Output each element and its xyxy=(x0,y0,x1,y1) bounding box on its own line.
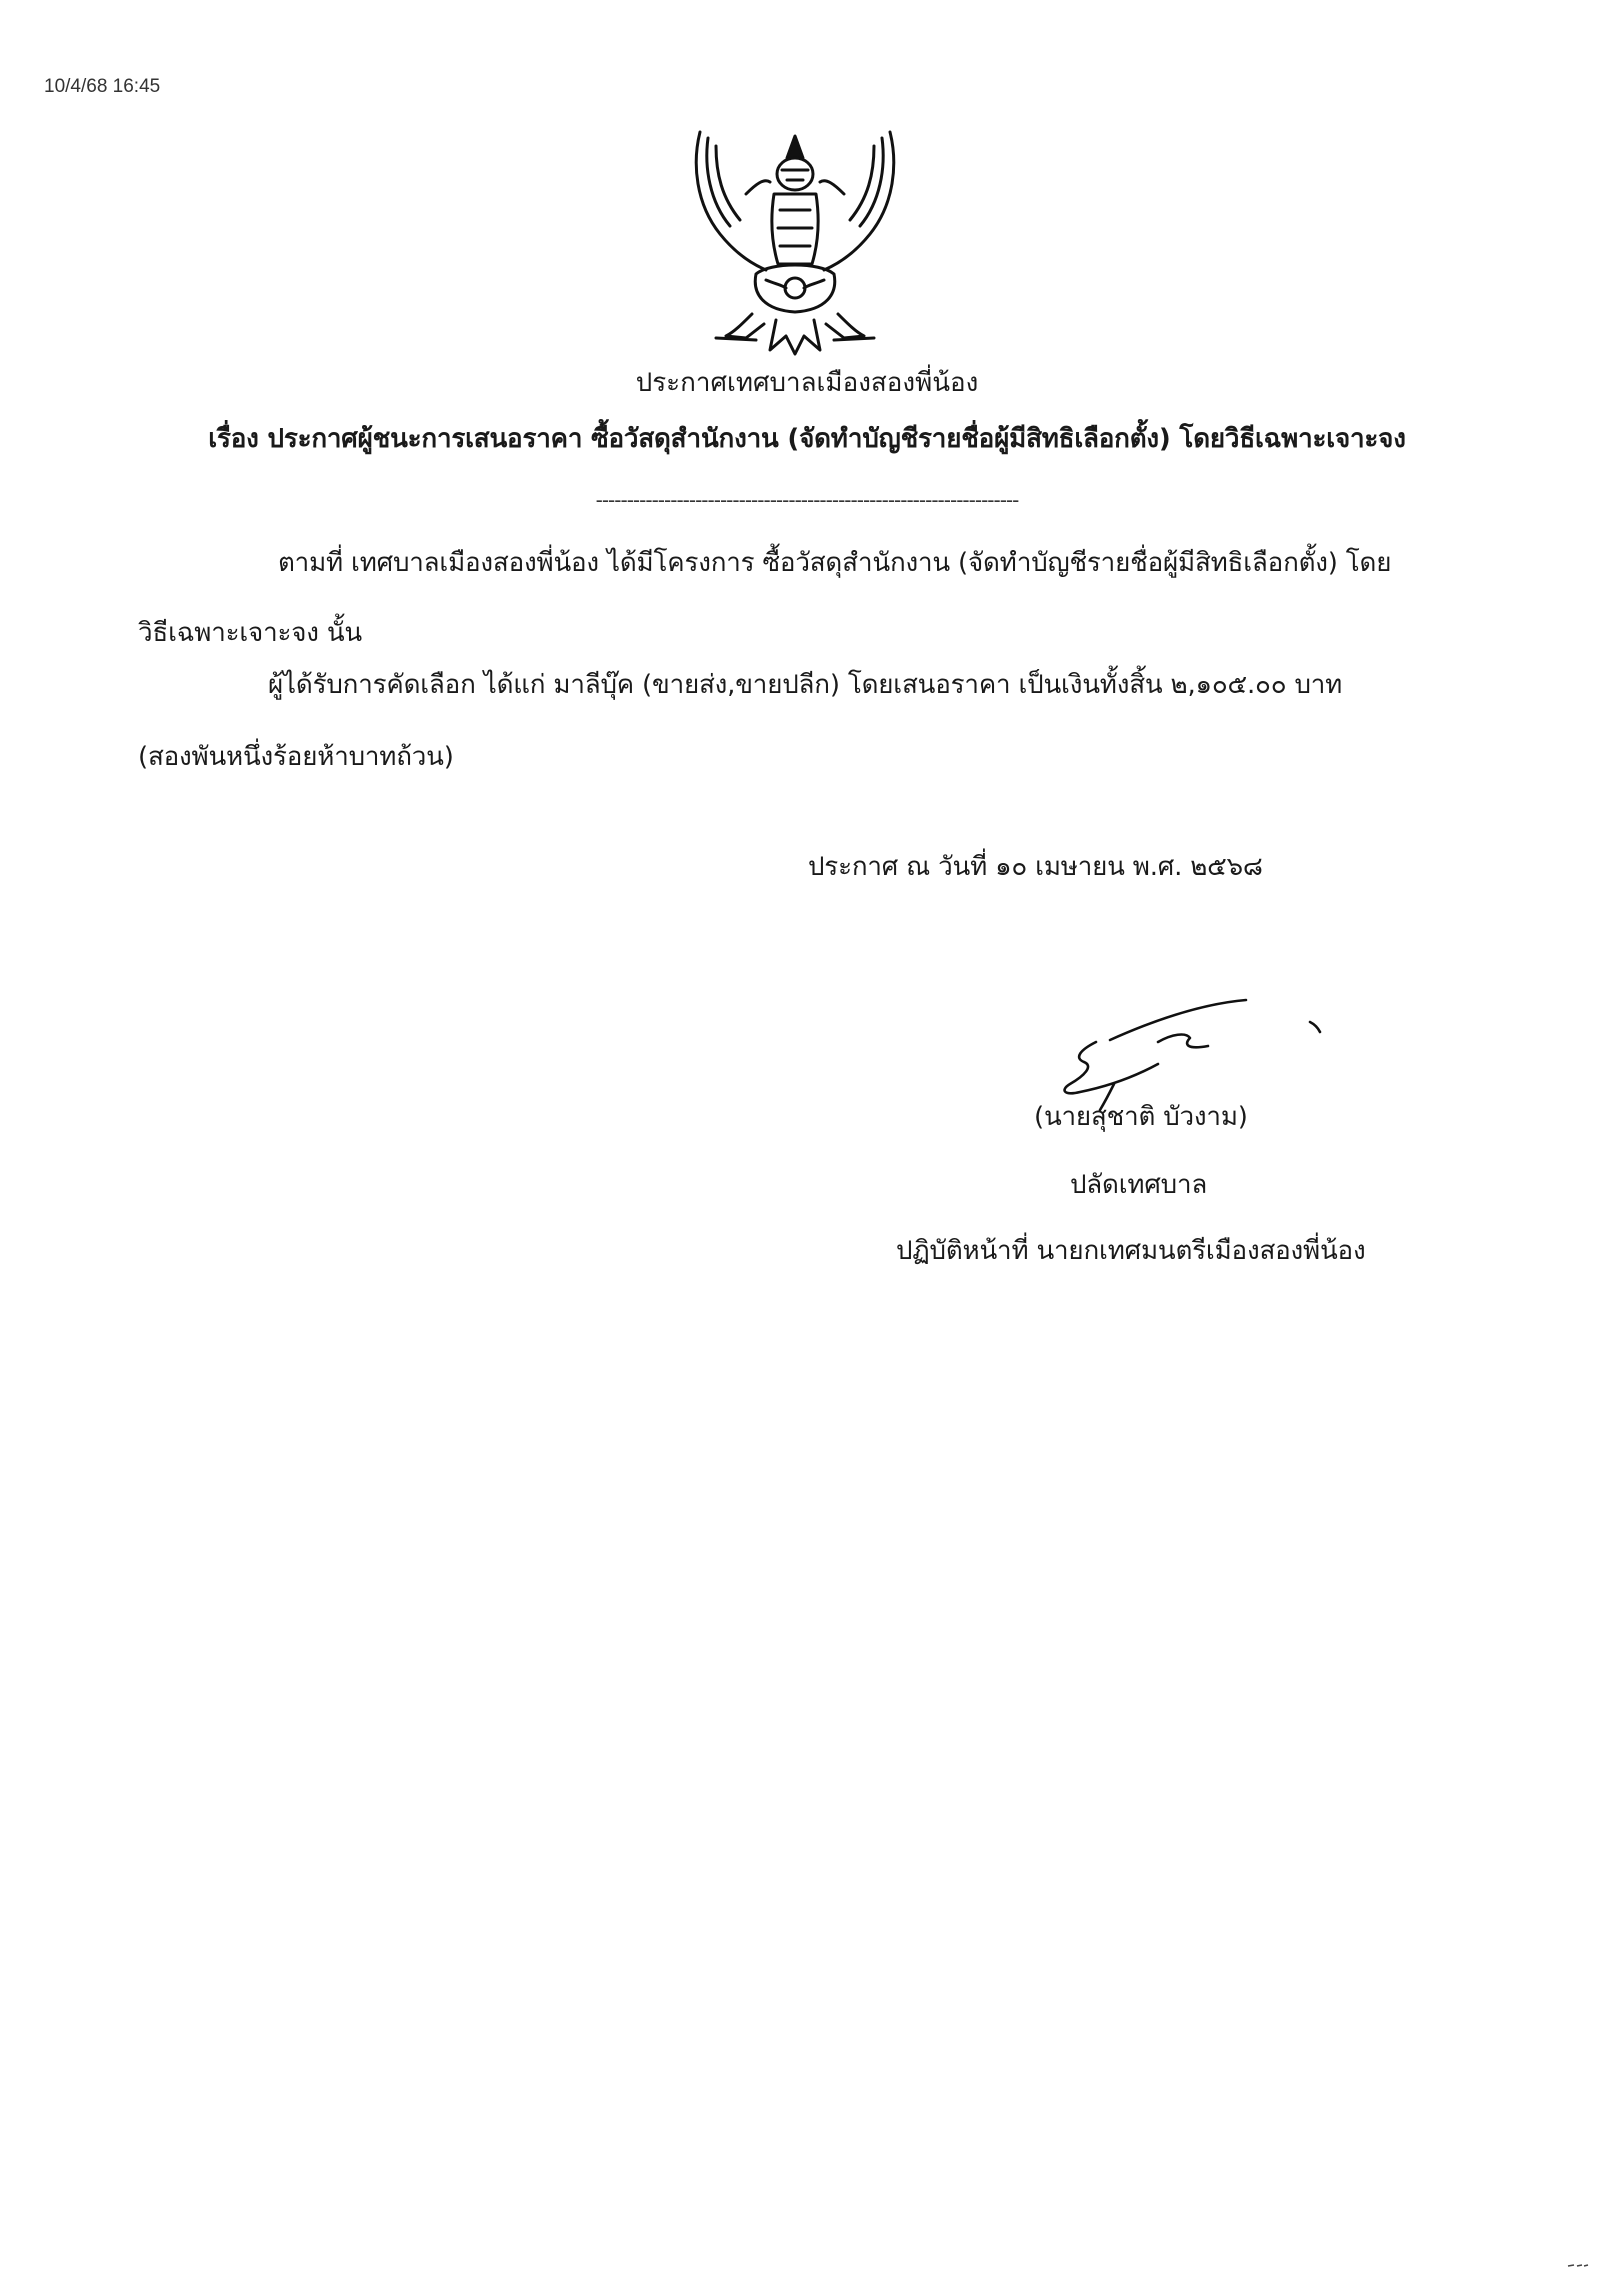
paragraph-1-line-1: ตามที่ เทศบาลเมืองสองพี่น้อง ได้มีโครงการ ซื้อวัสดุสำนักงาน (จัดทำบัญชีรายชื่อผู้มีสิทธิเลือกตั้ง) โดย xyxy=(278,548,1392,578)
subject-heading: เรื่อง ประกาศผู้ชนะการเสนอราคา ซื้อวัสดุสำนักงาน (จัดทำบัญชีรายชื่อผู้มีสิทธิเลือกตั้ง) โดยวิธีเฉพาะเจาะจง xyxy=(208,424,1406,454)
agency-heading: ประกาศเทศบาลเมืองสองพี่น้อง xyxy=(635,368,979,398)
signatory-title: ปลัดเทศบาล xyxy=(1070,1170,1208,1200)
paragraph-1-line-2: วิธีเฉพาะเจาะจง นั้น xyxy=(138,618,362,648)
paragraph-2-line-2: (สองพันหนึ่งร้อยห้าบาทถ้วน) xyxy=(138,742,454,772)
paragraph-2-line-1: ผู้ได้รับการคัดเลือก ได้แก่ มาลีบุ๊ค (ขายส่ง,ขายปลีก) โดยเสนอราคา เป็นเงินทั้งสิ้น ๒,๑๐๕.๐๐ บาท xyxy=(268,670,1343,700)
scan-corner-mark xyxy=(1566,2262,1590,2268)
signatory-name: (นายสุชาติ บัวงาม) xyxy=(1034,1102,1248,1132)
heading-divider: -------------------------------------------------------------------- xyxy=(595,488,1019,512)
print-timestamp: 10/4/68 16:45 xyxy=(44,76,161,97)
announcement-date: ประกาศ ณ วันที่ ๑๐ เมษายน พ.ศ. ๒๕๖๘ xyxy=(808,852,1263,882)
signatory-acting-role: ปฏิบัติหน้าที่ นายกเทศมนตรีเมืองสองพี่น้อง xyxy=(896,1236,1366,1266)
garuda-emblem-icon xyxy=(686,124,904,356)
